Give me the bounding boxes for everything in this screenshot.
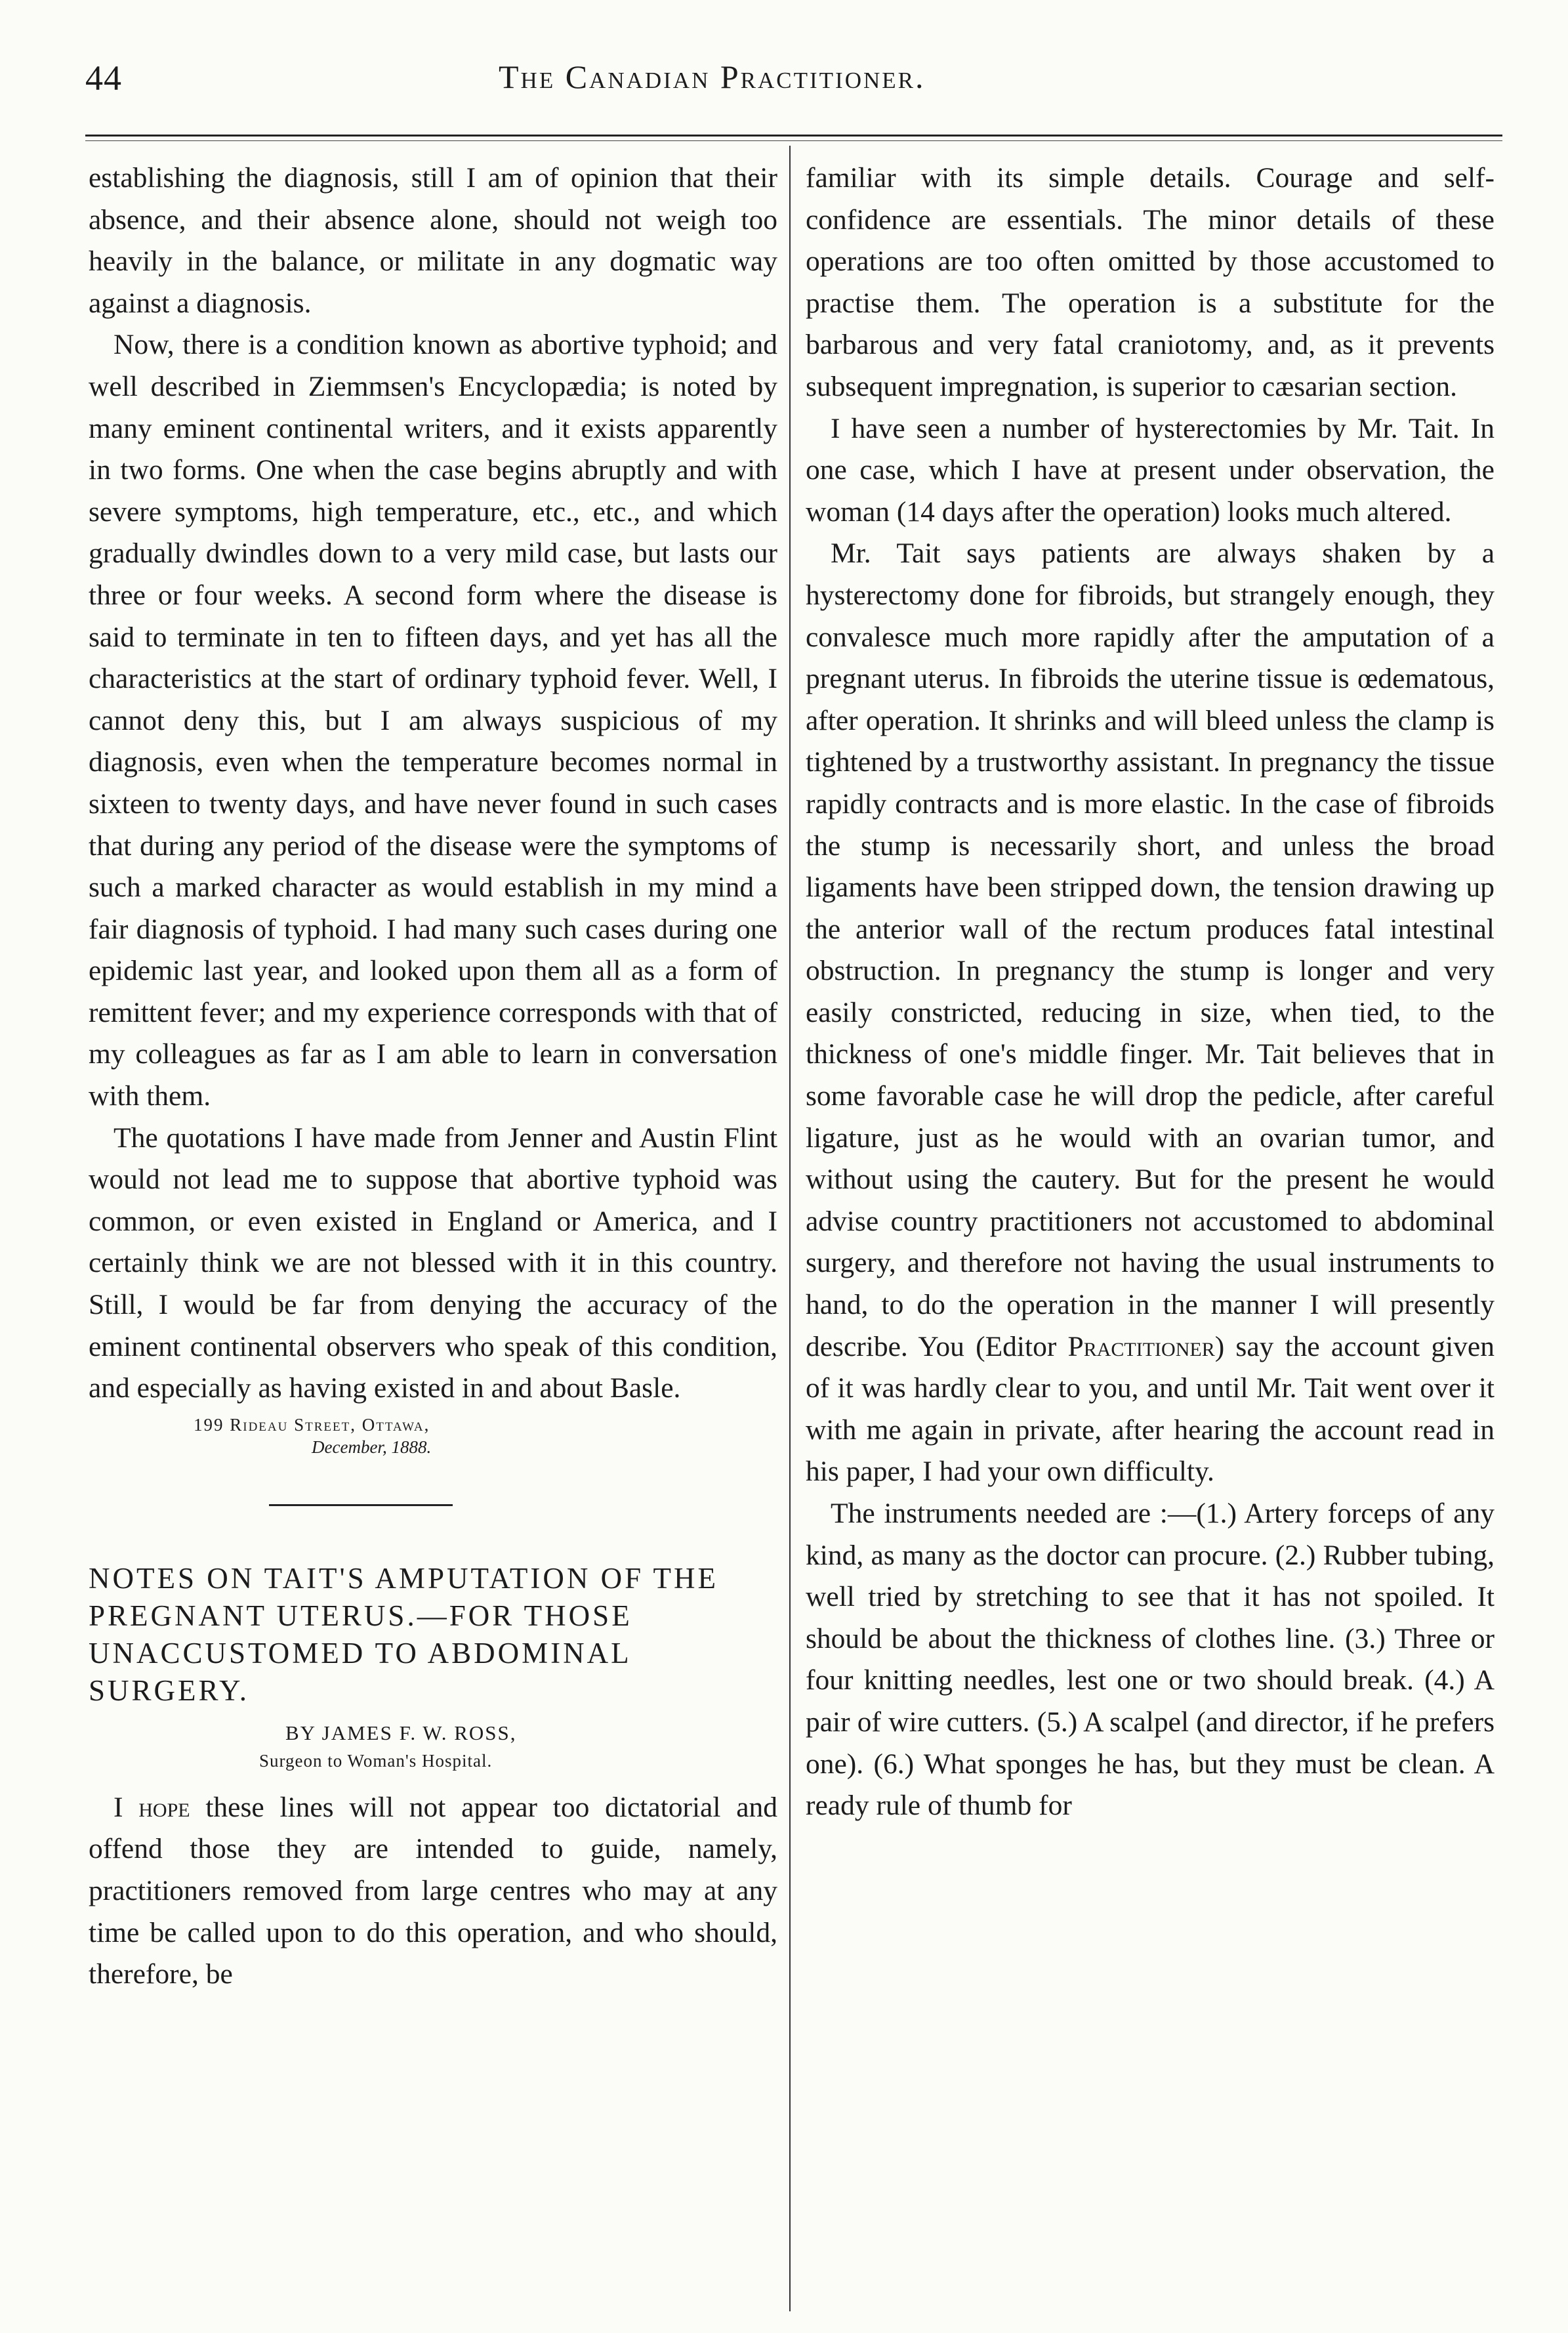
- page-number: 44: [85, 58, 122, 98]
- author-date: December, 1888.: [312, 1437, 432, 1457]
- right-column: [806, 158, 1495, 1827]
- left-column: [89, 158, 777, 1996]
- section-divider: [269, 1504, 453, 1506]
- lead-words: I hope: [113, 1791, 190, 1823]
- right-paragraph-3-part-b: ) say the account given of it was hardly clear to you, and until Mr. Tait went over it with me again in private, after hearing the account read in his paper, I had your own difficulty.: [806, 1330, 1495, 1488]
- header-rule: [85, 135, 1502, 137]
- running-title: The Canadian Practitioner.: [499, 58, 926, 95]
- column-divider: [789, 146, 791, 2311]
- article-title: NOTES ON TAIT'S AMPUTATION OF THE PREGNANT UTERUS.—FOR THOSE UNACCUSTOMED TO ABDOMINAL SURGERY.: [89, 1561, 719, 1707]
- left-paragraph-2: Now, there is a condition known as abortive typhoid; and well described in Ziemmsen's Encyclopædia; is noted by many eminent continental writers, and it exists apparently in two forms. One when the case begins abruptly and with severe symptoms, high temperature, etc., etc., and which gradually dwindles down to a very mild case, but lasts our three or four weeks. A second form where the disease is said to terminate in ten to fifteen days, and yet has all the characteristics at the start of ordinary typhoid fever. Well, I cannot deny this, but I am always suspicious of my diagnosis, even when the temperature becomes normal in sixteen to twenty days, and have never found in such cases that during any period of the disease were the symptoms of such a marked character as would establish in my mind a fair diagnosis of typhoid. I had many such cases during one epidemic last year, and looked upon them all as a form of remittent fever; and my experience corresponds with that of my colleagues as far as I am able to learn in conversation with them.: [89, 329, 777, 1112]
- left-paragraph-4: [89, 1787, 777, 1996]
- left-paragraph-3: The quotations I have made from Jenner and Austin Flint would not lead me to suppose that abortive typhoid was common, or even existed in England or America, and I certainly think we are not blessed with it in this country. Still, I would be far from denying the accuracy of the eminent continental observers who speak of this condition, and especially as having existed in and about Basle.: [89, 1122, 777, 1404]
- right-paragraph-1: familiar with its simple details. Courage and self-confidence are essentials. The minor details of these operations are too often omitted by those accustomed to practise them. The operation is a substitute for the barbarous and very fatal craniotomy, and, as it prevents subsequent impregnation, is superior to cæsarian section.: [806, 162, 1495, 402]
- right-paragraph-3: [806, 533, 1495, 1493]
- author-address: 199 Rideau Street, Ottawa,: [194, 1414, 430, 1435]
- right-paragraph-2: I have seen a number of hysterectomies by Mr. Tait. In one case, which I have at present under observation, the woman (14 days after the operation) looks much altered.: [806, 412, 1495, 528]
- article-byline: BY JAMES F. W. ROSS,: [285, 1721, 517, 1744]
- journal-name: Practitioner: [1067, 1330, 1215, 1362]
- right-paragraph-4: The instruments needed are :—(1.) Artery forceps of any kind, as many as the doctor can procure. (2.) Rubber tubing, well tried by stretching to see that it has not spoiled. It should be about the thickness of clothes line. (3.) Three or four knitting needles, lest one or two should break. (4.) A pair of wire cutters. (5.) A scalpel (and director, if he prefers one). (6.) What sponges he has, but they must be clean. A ready rule of thumb for: [806, 1498, 1495, 1822]
- author-affiliation: Surgeon to Woman's Hospital.: [259, 1750, 493, 1771]
- right-paragraph-3-part-a: Mr. Tait says patients are always shaken by a hysterectomy done for fibroids, but strangely enough, they convalesce much more rapidly after the amputation of a pregnant uterus. In fibroids the uterine tissue is œdematous, after operation. It shrinks and will bleed unless the clamp is tightened by a trustworthy assistant. In pregnancy the tissue rapidly contracts and is more elastic. In the case of fibroids the stump is necessarily short, and unless the broad ligaments have been stripped down, the tension drawing up the anterior wall of the rectum produces fatal intestinal obstruction. In pregnancy the stump is longer and very easily constricted, reducing in size, when tied, to the thickness of one's middle finger. Mr. Tait believes that in some favorable case he will drop the pedicle, after careful ligature, just as he would with an ovarian tumor, and without using the cautery. But for the present he would advise country practitioners not accustomed to abdominal surgery, and therefore not having the usual instruments to hand, to do the operation in the manner I will presently describe. You (Editor: [806, 537, 1495, 1362]
- header-rule-thin: [85, 140, 1502, 141]
- left-paragraph-4-body: these lines will not appear too dictatorial and offend those they are intended to guide, namely, practitioners removed from large centres who may at any time be called upon to do this operation, and who should, therefore, be: [89, 1791, 777, 1990]
- left-paragraph-1: establishing the diagnosis, still I am of opinion that their absence, and their absence alone, should not weigh too heavily in the balance, or militate in any dogmatic way against a diagnosis.: [89, 162, 777, 319]
